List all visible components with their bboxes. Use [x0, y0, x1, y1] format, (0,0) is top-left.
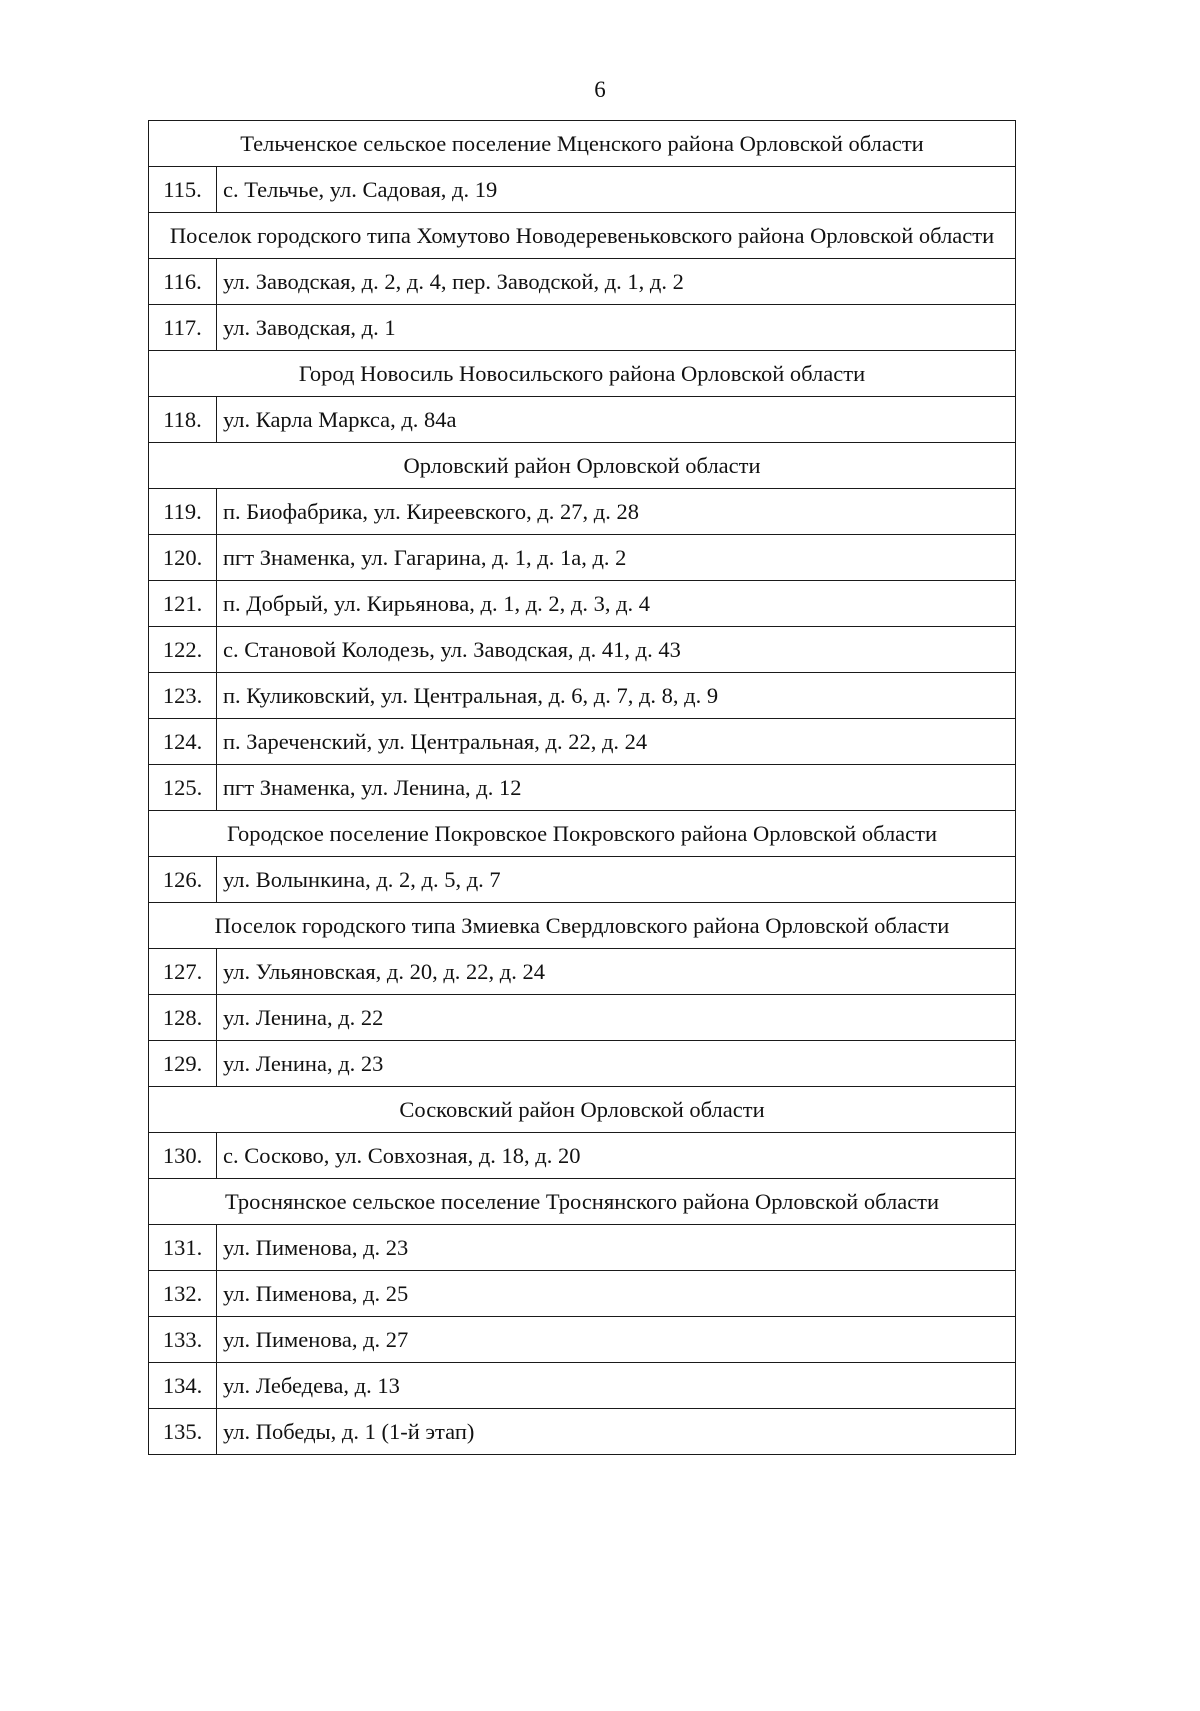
row-number: 128. — [149, 995, 217, 1041]
table-row — [149, 1271, 1016, 1317]
row-address: п. Биофабрика, ул. Киреевского, д. 27, д. 28 — [217, 489, 1016, 535]
row-address: пгт Знаменка, ул. Ленина, д. 12 — [217, 765, 1016, 811]
row-address: ул. Ульяновская, д. 20, д. 22, д. 24 — [217, 949, 1016, 995]
section-header-row — [149, 1179, 1016, 1225]
row-address: ул. Пименова, д. 23 — [217, 1225, 1016, 1271]
table-row — [149, 1363, 1016, 1409]
address-table — [148, 120, 1016, 1455]
table-row — [149, 995, 1016, 1041]
row-number: 124. — [149, 719, 217, 765]
table-row — [149, 259, 1016, 305]
section-header-row — [149, 351, 1016, 397]
row-address: ул. Карла Маркса, д. 84а — [217, 397, 1016, 443]
row-address: ул. Волынкина, д. 2, д. 5, д. 7 — [217, 857, 1016, 903]
row-number: 134. — [149, 1363, 217, 1409]
section-title: Троснянское сельское поселение Троснянского района Орловской области — [149, 1179, 1016, 1225]
row-number: 132. — [149, 1271, 217, 1317]
row-address: ул. Ленина, д. 23 — [217, 1041, 1016, 1087]
row-number: 116. — [149, 259, 217, 305]
row-number: 129. — [149, 1041, 217, 1087]
row-number: 117. — [149, 305, 217, 351]
table-body — [149, 121, 1016, 1455]
table-row — [149, 1041, 1016, 1087]
row-address: с. Тельчье, ул. Садовая, д. 19 — [217, 167, 1016, 213]
page-number: 6 — [594, 77, 606, 102]
row-number: 120. — [149, 535, 217, 581]
row-address: с. Становой Колодезь, ул. Заводская, д. 41, д. 43 — [217, 627, 1016, 673]
row-address: ул. Пименова, д. 25 — [217, 1271, 1016, 1317]
row-number: 118. — [149, 397, 217, 443]
table-row — [149, 857, 1016, 903]
section-title: Городское поселение Покровское Покровского района Орловской области — [149, 811, 1016, 857]
section-title: Тельченское сельское поселение Мценского района Орловской области — [149, 121, 1016, 167]
row-number: 115. — [149, 167, 217, 213]
row-address: ул. Ленина, д. 22 — [217, 995, 1016, 1041]
row-number: 126. — [149, 857, 217, 903]
section-title: Поселок городского типа Хомутово Новодеревеньковского района Орловской области — [149, 213, 1016, 259]
table-row — [149, 673, 1016, 719]
table-row — [149, 765, 1016, 811]
row-address: ул. Заводская, д. 1 — [217, 305, 1016, 351]
section-header-row — [149, 903, 1016, 949]
row-number: 119. — [149, 489, 217, 535]
row-address: ул. Пименова, д. 27 — [217, 1317, 1016, 1363]
table-row — [149, 535, 1016, 581]
table-row — [149, 949, 1016, 995]
table-row — [149, 1225, 1016, 1271]
table-row — [149, 1133, 1016, 1179]
section-header-row — [149, 121, 1016, 167]
row-address: с. Сосково, ул. Совхозная, д. 18, д. 20 — [217, 1133, 1016, 1179]
row-number: 122. — [149, 627, 217, 673]
table-row — [149, 397, 1016, 443]
section-title: Орловский район Орловской области — [149, 443, 1016, 489]
table-row — [149, 305, 1016, 351]
table-row — [149, 581, 1016, 627]
section-header-row — [149, 811, 1016, 857]
table-row — [149, 1317, 1016, 1363]
table-row — [149, 719, 1016, 765]
section-header-row — [149, 1087, 1016, 1133]
table-row — [149, 489, 1016, 535]
table-row — [149, 627, 1016, 673]
section-title: Поселок городского типа Змиевка Свердловского района Орловской области — [149, 903, 1016, 949]
row-address: п. Добрый, ул. Кирьянова, д. 1, д. 2, д. 3, д. 4 — [217, 581, 1016, 627]
section-header-row — [149, 213, 1016, 259]
table-row — [149, 167, 1016, 213]
row-number: 121. — [149, 581, 217, 627]
row-address: ул. Победы, д. 1 (1-й этап) — [217, 1409, 1016, 1455]
section-header-row — [149, 443, 1016, 489]
row-address: ул. Заводская, д. 2, д. 4, пер. Заводской, д. 1, д. 2 — [217, 259, 1016, 305]
row-number: 123. — [149, 673, 217, 719]
row-address: п. Зареченский, ул. Центральная, д. 22, д. 24 — [217, 719, 1016, 765]
row-address: ул. Лебедева, д. 13 — [217, 1363, 1016, 1409]
section-title: Сосковский район Орловской области — [149, 1087, 1016, 1133]
row-number: 135. — [149, 1409, 217, 1455]
table-row — [149, 1409, 1016, 1455]
row-address: п. Куликовский, ул. Центральная, д. 6, д. 7, д. 8, д. 9 — [217, 673, 1016, 719]
row-number: 127. — [149, 949, 217, 995]
section-title: Город Новосиль Новосильского района Орловской области — [149, 351, 1016, 397]
row-number: 125. — [149, 765, 217, 811]
row-number: 130. — [149, 1133, 217, 1179]
row-address: пгт Знаменка, ул. Гагарина, д. 1, д. 1а, д. 2 — [217, 535, 1016, 581]
row-number: 133. — [149, 1317, 217, 1363]
row-number: 131. — [149, 1225, 217, 1271]
